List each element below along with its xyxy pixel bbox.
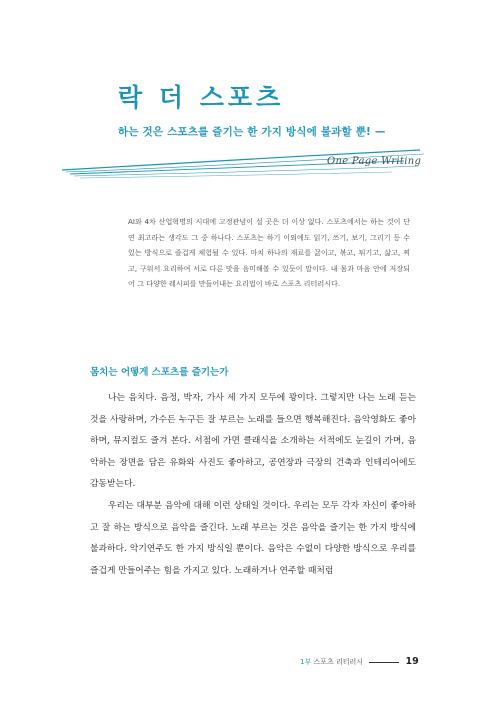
section-heading: 몸치는 어떻게 스포츠를 즐기는가 [90, 367, 229, 378]
body-text [90, 388, 416, 582]
footer-rule [369, 662, 399, 663]
one-page-writing-caption: One Page Writing [327, 156, 422, 167]
chapter-subtitle: 하는 것은 스포츠를 즐기는 한 가지 방식에 불과할 뿐! — [118, 126, 386, 138]
decorative-swoosh [0, 0, 500, 200]
chapter-title: 락 더 스포츠 [118, 83, 285, 112]
body-paragraph: 우리는 대부분 음악에 대해 이런 상태일 것이다. 우리는 모두 각자 자신이 좋아하고 잘 하는 방식으로 음악을 즐긴다. 노래 부르는 것은 음악을 즐기는 한 가지 방식에 불과하다. 악기연주도 한 가지 방식일 뿐이다. 음악은 수없이 다양한 방식으로 우리를 즐겁게 만들어주는 힘을 가지고 있다. 노래하거나 연주할 때처럼 [90, 500, 416, 576]
page-footer [300, 656, 419, 667]
intro-paragraph: AI와 4차 산업혁명의 시대에 고정관념이 설 곳은 더 이상 없다. 스포츠에서는 하는 것이 단연 최고라는 생각도 그 중 하나다. 스포츠는 하기 이외에도 읽기, 쓰기, 보기, 그리기 등 수 있는 방식으로 즐겁게 체험될 수 있다. 마치 하나의 재료를 끓이고, 볶고, 튀기고, 삶고, 찌고, 구워서 요리하여 서로 다른 맛을 음미해볼 수 있듯이 말이다. 내 몸과 마음 안에 저장되어 그 다양한 레시피를 만들어내는 요리법이 바로 스포츠 리터러시다. [128, 217, 410, 289]
footer-section-label: 스포츠 리터러시 [313, 658, 364, 666]
body-paragraph: 나는 음치다. 음정, 박자, 가사 세 가지 모두에 꽝이다. 그렇지만 나는 노래 듣는 것을 사랑하며, 가수든 누구든 잘 부르는 노래를 들으면 행복해진다. 음악영화도 좋아하며, 뮤지컬도 즐겨 본다. 서점에 가면 클래식을 소개하는 서적에도 눈길이 가며, 음악하는 장면을 담은 유화와 사진도 좋아하고, 공연장과 극장의 건축과 인테리어에도 감동받는다. [90, 393, 416, 490]
footer-part-label: 1부 [300, 658, 312, 666]
page-number: 19 [405, 656, 419, 667]
